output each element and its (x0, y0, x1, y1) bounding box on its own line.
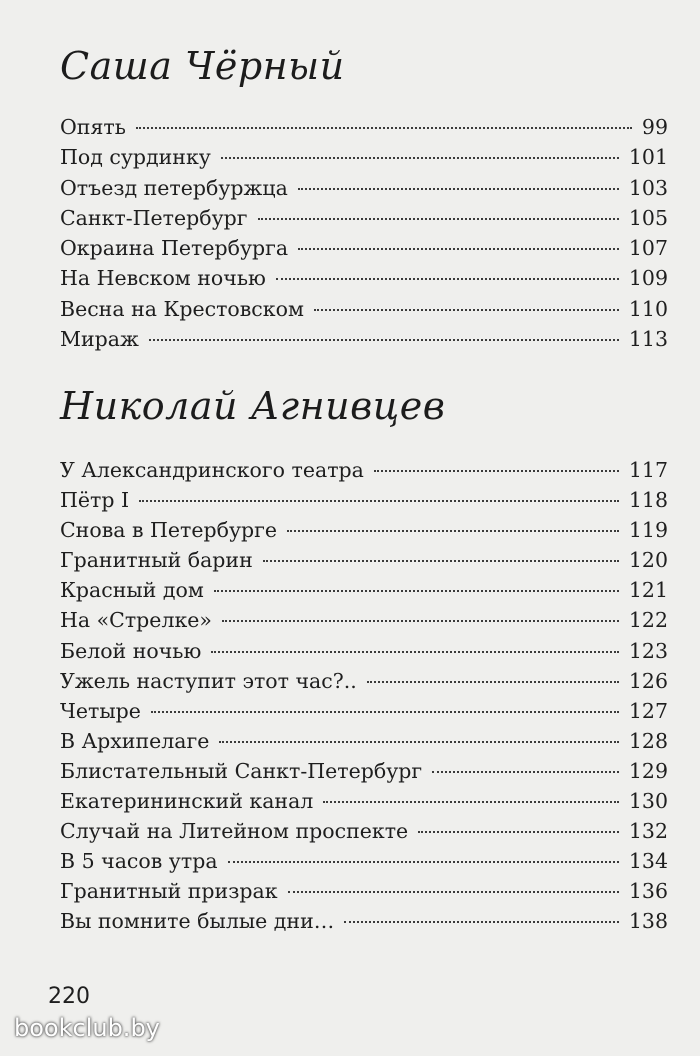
toc-entry-page: 127 (628, 698, 668, 723)
toc-entry-title: Весна на Крестовском (60, 296, 304, 321)
toc-entry-page: 138 (628, 909, 668, 934)
site-watermark: bookclub.by (14, 1014, 160, 1042)
toc-entry-title: Мираж (60, 327, 139, 352)
dot-leader (323, 801, 619, 803)
toc-entry-page: 129 (628, 758, 668, 783)
toc-entry-page: 109 (628, 266, 668, 291)
dot-leader (258, 218, 619, 220)
dot-leader (344, 921, 619, 923)
dot-leader (139, 500, 619, 502)
toc-entry-title: Екатерининский канал (60, 789, 314, 814)
toc-entry-page: 136 (628, 879, 668, 904)
toc-entry-title: Четыре (60, 698, 141, 723)
dot-leader (287, 530, 619, 532)
toc-entry-page: 120 (628, 548, 668, 573)
dot-leader (136, 127, 632, 129)
dot-leader (276, 278, 619, 280)
toc-entry (60, 575, 668, 605)
toc-entry (60, 142, 668, 172)
toc-entry-title: У Александринского театра (60, 458, 364, 482)
dot-leader (288, 891, 619, 893)
dot-leader (418, 831, 619, 833)
toc-entry-page: 132 (628, 819, 668, 844)
dot-leader (298, 248, 619, 250)
dot-leader (214, 590, 619, 592)
toc-entry (60, 455, 668, 485)
toc-entry-page: 101 (628, 145, 668, 170)
dot-leader (314, 309, 619, 311)
dot-leader (221, 157, 619, 159)
toc-entry-page: 99 (641, 115, 668, 139)
dot-leader (367, 681, 619, 683)
toc-entry-title: Окраина Петербурга (60, 236, 289, 261)
toc-entry-title: Санкт-Петербург (60, 205, 248, 230)
dot-leader (222, 620, 619, 622)
toc-entry (60, 203, 668, 233)
toc-entry (60, 636, 668, 666)
toc-entry-page: 126 (628, 668, 668, 693)
toc-entry (60, 173, 668, 203)
toc-entry (60, 726, 668, 756)
toc-entry-page: 121 (628, 578, 668, 603)
toc-entry-page: 128 (628, 728, 668, 753)
toc-entry-page: 110 (628, 296, 668, 321)
toc-entry-page: 105 (628, 205, 668, 230)
toc-entry-title: Ужель наступит этот час?.. (60, 668, 357, 693)
toc-entry (60, 233, 668, 263)
toc-entry-title: Под сурдинку (60, 145, 211, 170)
dot-leader (263, 560, 619, 562)
toc-entry-title: Случай на Литейном проспекте (60, 819, 409, 844)
toc-entry (60, 666, 668, 696)
toc-entry-page: 119 (628, 518, 668, 543)
toc-entry (60, 876, 668, 906)
toc-entry-title: Снова в Петербурге (60, 518, 278, 543)
toc-entry-title: Пётр I (60, 488, 130, 513)
toc-entry-page: 122 (628, 608, 668, 633)
toc-entry (60, 515, 668, 545)
toc-entry (60, 906, 668, 936)
toc-entry (60, 605, 668, 635)
author-heading: Николай Агнивцев (60, 384, 446, 428)
dot-leader (298, 188, 619, 190)
toc-entry (60, 263, 668, 293)
toc-entry (60, 324, 668, 354)
toc-entry (60, 786, 668, 816)
toc-entry-title: Белой ночью (60, 638, 202, 663)
dot-leader (228, 861, 619, 863)
toc-entry-page: 123 (628, 638, 668, 663)
page-number: 220 (48, 984, 90, 1009)
toc-entry (60, 485, 668, 515)
toc-entry (60, 294, 668, 324)
toc-entry-title: На «Стрелке» (60, 608, 212, 633)
author-heading: Саша Чёрный (60, 44, 345, 88)
dot-leader (151, 711, 619, 713)
dot-leader (374, 470, 619, 472)
toc-list (60, 455, 668, 937)
toc-entry (60, 846, 668, 876)
toc-entry (60, 756, 668, 786)
toc-entry-title: На Невском ночью (60, 266, 266, 291)
toc-entry-title: В 5 часов утра (60, 849, 218, 874)
toc-entry-title: Гранитный призрак (60, 879, 278, 904)
toc-entry-page: 118 (628, 488, 668, 513)
toc-list (60, 112, 668, 354)
toc-entry (60, 816, 668, 846)
toc-entry-page: 130 (628, 789, 668, 814)
toc-entry-page: 134 (628, 849, 668, 874)
toc-entry-title: В Архипелаге (60, 728, 210, 753)
toc-entry-title: Красный дом (60, 578, 204, 603)
dot-leader (149, 339, 619, 341)
toc-entry (60, 545, 668, 575)
toc-entry-title: Отъезд петербуржца (60, 175, 288, 200)
toc-entry-title: Гранитный барин (60, 548, 253, 573)
toc-entry-page: 113 (628, 327, 668, 352)
toc-entry (60, 696, 668, 726)
dot-leader (219, 741, 618, 743)
toc-entry-page: 107 (628, 236, 668, 261)
dot-leader (211, 651, 619, 653)
toc-entry-title: Блистательный Санкт-Петербург (60, 758, 423, 783)
toc-entry-page: 103 (628, 175, 668, 200)
toc-entry-page: 117 (628, 458, 668, 482)
toc-entry (60, 112, 668, 142)
toc-entry-title: Вы помните былые дни… (60, 909, 335, 934)
dot-leader (432, 771, 619, 773)
toc-entry-title: Опять (60, 115, 126, 139)
